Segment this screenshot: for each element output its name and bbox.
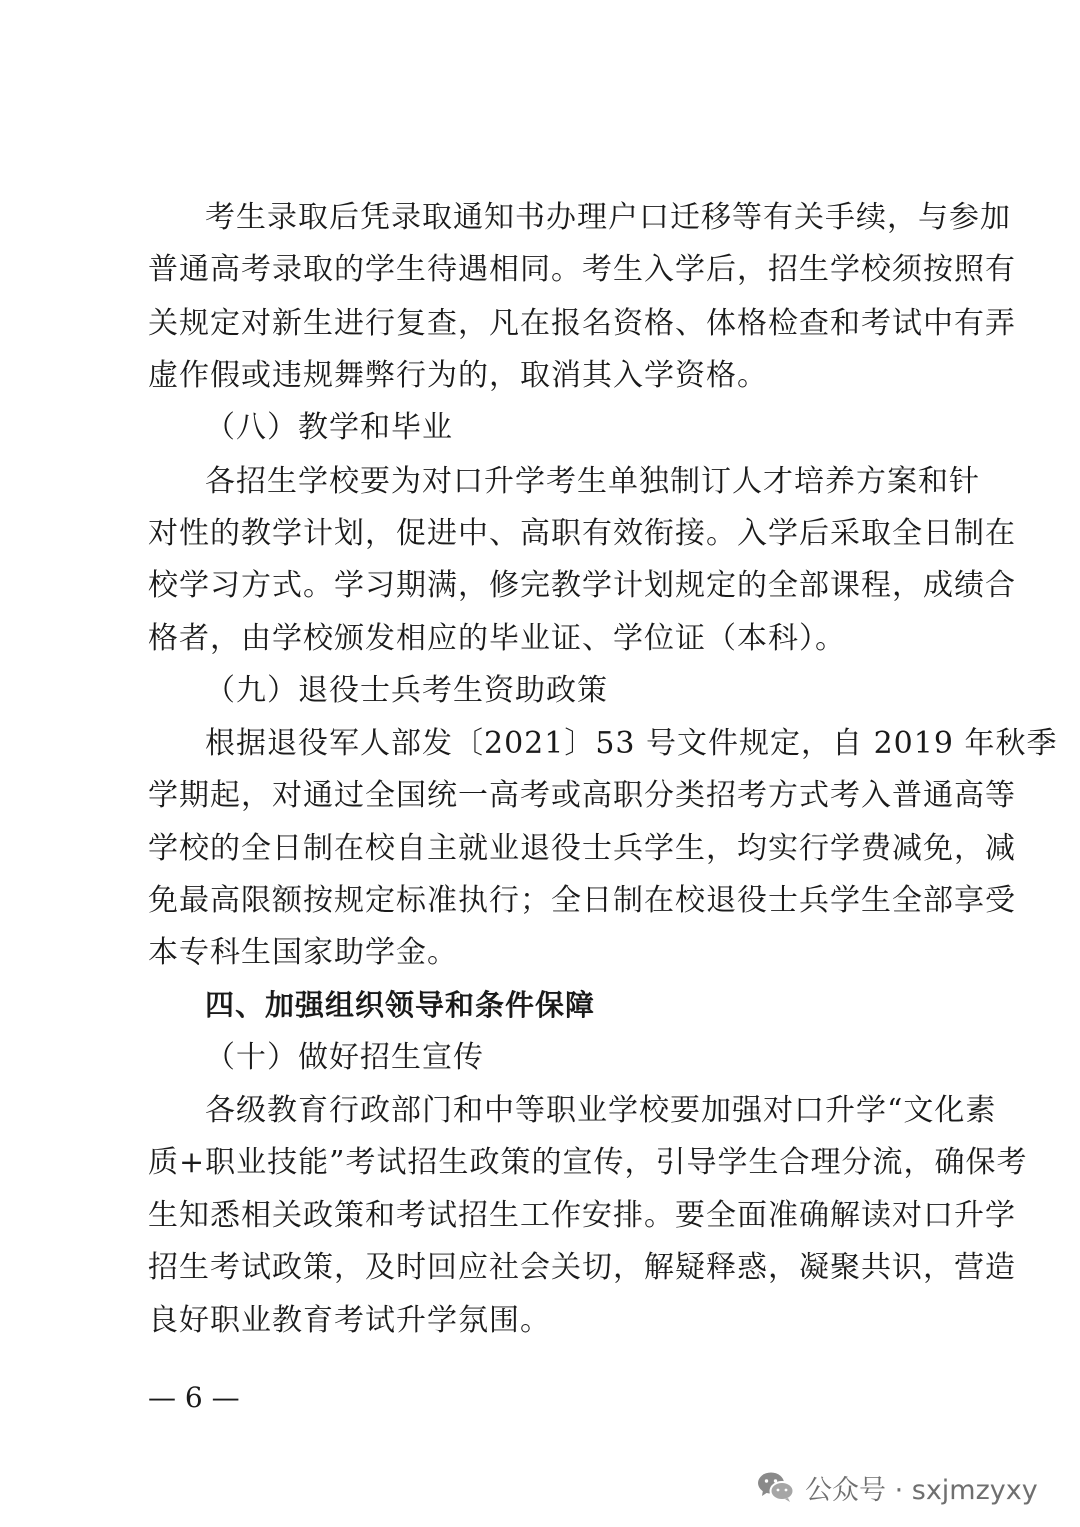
section-8-line-4: 格者，由学校颁发相应的毕业证、学位证（本科）。 bbox=[148, 621, 846, 656]
section-9-line-3: 学校的全日制在校自主就业退役士兵学生，均实行学费减免，减 bbox=[148, 831, 1016, 866]
section-8-heading: （八）教学和毕业 bbox=[205, 410, 453, 445]
section-10-heading: （十）做好招生宣传 bbox=[205, 1040, 484, 1075]
section-8-line-3: 校学习方式。学习期满，修完教学计划规定的全部课程，成绩合 bbox=[148, 568, 1016, 603]
section-9-line-4: 免最高限额按规定标准执行；全日制在校退役士兵学生全部享受 bbox=[148, 883, 1016, 918]
section-8-line-2: 对性的教学计划，促进中、高职有效衔接。入学后采取全日制在 bbox=[148, 516, 1016, 551]
section-9-line-5: 本专科生国家助学金。 bbox=[148, 935, 458, 970]
section-9-line-2: 学期起，对通过全国统一高考或高职分类招考方式考入普通高等 bbox=[148, 778, 1016, 813]
section-10-line-2: 质+职业技能”考试招生政策的宣传，引导学生合理分流，确保考 bbox=[148, 1145, 1028, 1180]
paragraph-1-line-3: 关规定对新生进行复查，凡在报名资格、体格检查和考试中有弄 bbox=[148, 306, 1016, 341]
section-10-line-5: 良好职业教育考试升学氛围。 bbox=[148, 1303, 551, 1338]
section-8-line-1: 各招生学校要为对口升学考生单独制订人才培养方案和针 bbox=[205, 464, 980, 499]
watermark-text: 公众号 · sxjmzyxy bbox=[805, 1474, 1038, 1506]
paragraph-1-line-1: 考生录取后凭录取通知书办理户口迁移等有关手续，与参加 bbox=[205, 200, 1011, 235]
paragraph-1-line-2: 普通高考录取的学生待遇相同。考生入学后，招生学校须按照有 bbox=[148, 252, 1016, 287]
section-9-line-1: 根据退役军人部发〔2021〕53 号文件规定，自 2019 年秋季 bbox=[205, 726, 1058, 761]
section-9-heading: （九）退役士兵考生资助政策 bbox=[205, 673, 608, 708]
page-number: — 6 — bbox=[148, 1381, 240, 1414]
section-10-line-1: 各级教育行政部门和中等职业学校要加强对口升学“文化素 bbox=[205, 1093, 997, 1128]
section-10-line-3: 生知悉相关政策和考试招生工作安排。要全面准确解读对口升学 bbox=[148, 1198, 1016, 1233]
section-10-line-4: 招生考试政策，及时回应社会关切，解疑释惑，凝聚共识，营造 bbox=[148, 1250, 1016, 1285]
part-4-heading: 四、加强组织领导和条件保障 bbox=[205, 988, 596, 1022]
paragraph-1-line-4: 虚作假或违规舞弊行为的，取消其入学资格。 bbox=[148, 358, 768, 393]
watermark bbox=[757, 1462, 1038, 1512]
wechat-icon bbox=[757, 1471, 795, 1503]
